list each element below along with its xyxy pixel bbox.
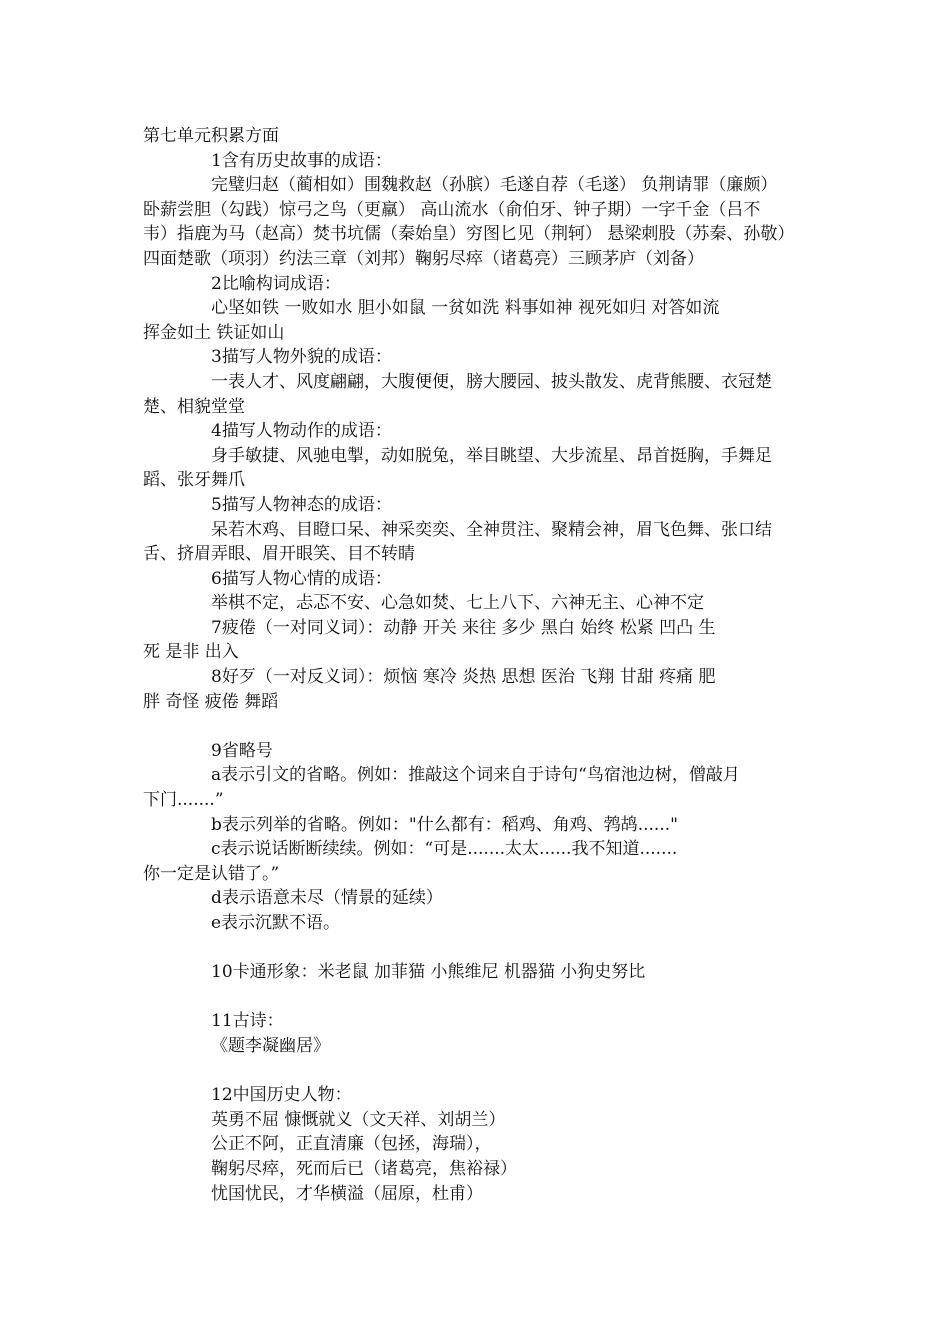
section-heading: 11古诗： <box>211 1011 284 1032</box>
section-heading: 10卡通形象：米老鼠 加菲猫 小熊维尼 机器猫 小狗史努比 <box>211 962 646 983</box>
text-line: 韦）指鹿为马（赵高）焚书坑儒（秦始皇）穷图匕见（荆轲） 悬梁刺股（苏秦、孙敬） <box>143 224 795 245</box>
section-heading: 1含有历史故事的成语： <box>211 150 392 171</box>
section-heading: 9省略号 <box>211 740 273 761</box>
spacer <box>143 936 813 961</box>
text-line: d表示语意未尽（情景的延续） <box>211 888 443 909</box>
text-line: 公正不阿，正直清廉（包拯，海瑞）， <box>211 1134 492 1155</box>
text-line: b表示列举的省略。例如："什么都有：稻鸡、角鸡、鹁鸪......" <box>211 814 678 835</box>
text-line: 忧国忧民，才华横溢（屈原，杜甫） <box>211 1183 483 1204</box>
section-heading: 7疲倦（一对同义词）：动静 开关 来往 多少 黑白 始终 松紧 凹凸 生 <box>211 617 716 638</box>
text-line: 完璧归赵（蔺相如）围魏救赵（孙膑）毛遂自荐（毛遂） 负荆请罪（廉颇） <box>211 175 778 196</box>
document-page <box>143 124 813 1206</box>
text-line: 身手敏捷、风驰电掣，动如脱兔，举目眺望、大步流星、昂首挺胸，手舞足 <box>211 445 772 466</box>
section-heading: 4描写人物动作的成语： <box>211 421 392 442</box>
text-line: 卧薪尝胆（勾践）惊弓之鸟（更羸） 高山流水（俞伯牙、钟子期）一字千金（吕不 <box>143 199 761 220</box>
section-heading: 6描写人物心情的成语： <box>211 568 392 589</box>
spacer <box>143 714 813 739</box>
text-line: 死 是非 出入 <box>143 642 239 663</box>
text-line: 挥金如土 铁证如山 <box>143 322 285 343</box>
text-line: 心坚如铁 一败如水 胆小如鼠 一贫如洗 料事如神 视死如归 对答如流 <box>211 298 720 319</box>
text-line: 四面楚歌（项羽）约法三章（刘邦）鞠躬尽瘁（诸葛亮）三顾茅庐（刘备） <box>143 248 704 269</box>
text-line: c表示说话断断续续。例如：“可是.......太太......我不知道....... <box>211 839 678 860</box>
section-heading: 2比喻构词成语： <box>211 273 341 294</box>
section-heading: 3描写人物外貌的成语： <box>211 347 392 368</box>
text-line: e表示沉默不语。 <box>211 913 341 933</box>
text-line: 一表人才、风度翩翩，大腹便便，膀大腰园、披头散发、虎背熊腰、衣冠楚 <box>211 371 772 392</box>
text-line: 蹈、张牙舞爪 <box>143 470 245 491</box>
text-line: 英勇不屈 慷慨就义（文天祥、刘胡兰） <box>211 1109 506 1130</box>
spacer <box>143 1059 813 1084</box>
text-line: 楚、相貌堂堂 <box>143 396 245 417</box>
text-line: 鞠躬尽瘁，死而后已（诸葛亮，焦裕禄） <box>211 1158 517 1179</box>
text-line: 下门.......” <box>143 790 224 811</box>
section-heading: 5描写人物神态的成语： <box>211 494 392 515</box>
text-line: 举棋不定，忐忑不安、心急如焚、七上八下、六神无主、心神不定 <box>211 593 704 614</box>
spacer <box>143 985 813 1010</box>
text-line: a表示引文的省略。例如：推敲这个词来自于诗句“鸟宿池边树，僧敲月 <box>211 765 740 786</box>
page-title: 第七单元积累方面 <box>143 126 279 146</box>
section-heading: 8好歹（一对反义词）：烦恼 寒冷 炎热 思想 医治 飞翔 甘甜 疼痛 肥 <box>211 667 716 688</box>
section-heading: 12中国历史人物： <box>211 1085 352 1106</box>
text-line: 呆若木鸡、目瞪口呆、神采奕奕、全神贯注、聚精会神，眉飞色舞、张口结 <box>211 519 772 540</box>
text-line: 你一定是认错了。” <box>143 863 280 884</box>
text-line: 《题李凝幽居》 <box>211 1035 330 1056</box>
text-line: 胖 奇怪 疲倦 舞蹈 <box>143 691 279 712</box>
text-line: 舌、挤眉弄眼、眉开眼笑、目不转睛 <box>143 544 415 565</box>
